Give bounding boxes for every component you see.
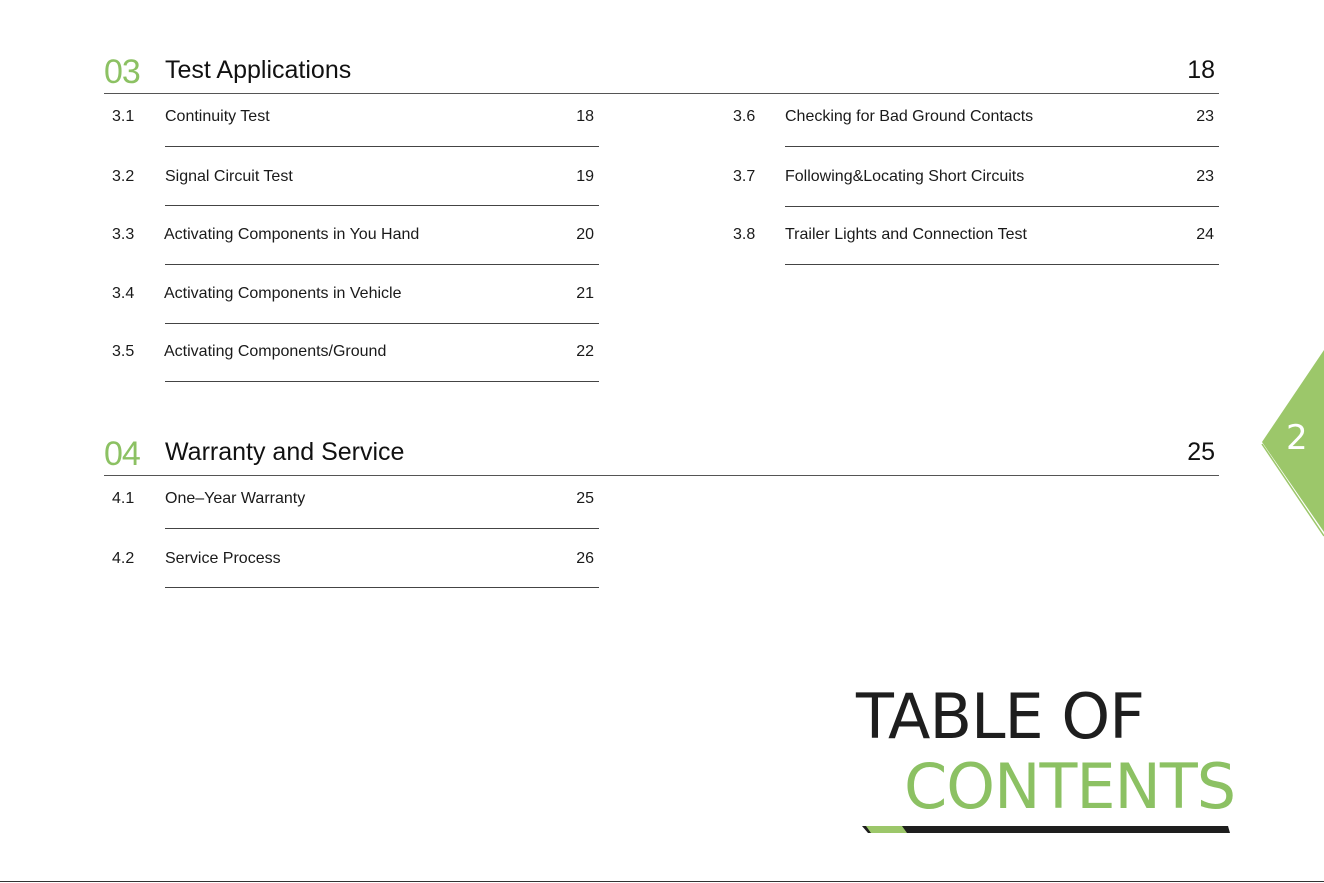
heading-line-1: TABLE OF bbox=[856, 680, 1144, 753]
section-number: 03 bbox=[104, 53, 140, 91]
entry-divider bbox=[165, 381, 599, 382]
toc-entry-3-5[interactable] bbox=[112, 343, 597, 373]
entry-page: 21 bbox=[576, 285, 594, 302]
toc-entry-3-7[interactable] bbox=[733, 168, 1218, 198]
entry-title: Following&Locating Short Circuits bbox=[785, 168, 1025, 185]
toc-entry-3-4[interactable] bbox=[112, 285, 597, 315]
entry-page: 20 bbox=[576, 226, 594, 243]
entry-title: Signal Circuit Test bbox=[165, 168, 293, 185]
entry-number: 3.6 bbox=[733, 108, 756, 125]
entry-divider bbox=[785, 146, 1219, 147]
entry-number: 3.5 bbox=[112, 343, 135, 360]
entry-page: 18 bbox=[576, 108, 594, 125]
entry-title: Activating Components/Ground bbox=[164, 343, 387, 360]
entry-page: 26 bbox=[576, 550, 594, 567]
section-page[interactable]: 25 bbox=[1187, 438, 1215, 466]
entry-divider bbox=[165, 264, 599, 265]
entry-title: Service Process bbox=[165, 550, 281, 567]
page-tab bbox=[1258, 350, 1324, 540]
entry-page: 24 bbox=[1196, 226, 1214, 243]
toc-entry-3-6[interactable] bbox=[733, 108, 1218, 138]
toc-entry-3-2[interactable] bbox=[112, 168, 597, 198]
section-page[interactable]: 18 bbox=[1187, 56, 1215, 84]
entry-number: 3.4 bbox=[112, 285, 135, 302]
heading-underline bbox=[862, 825, 1232, 837]
entry-page: 25 bbox=[576, 490, 594, 507]
page-bottom-border bbox=[0, 881, 1324, 882]
entry-divider bbox=[165, 205, 599, 206]
entry-page: 19 bbox=[576, 168, 594, 185]
entry-number: 3.3 bbox=[112, 226, 135, 243]
entry-divider bbox=[785, 264, 1219, 265]
heading-line-2: CONTENTS bbox=[904, 750, 1236, 823]
entry-title: Activating Components in Vehicle bbox=[164, 285, 402, 302]
entry-divider bbox=[165, 587, 599, 588]
entry-title: Activating Components in You Hand bbox=[164, 226, 420, 243]
entry-number: 3.1 bbox=[112, 108, 135, 125]
entry-number: 3.2 bbox=[112, 168, 135, 185]
entry-divider bbox=[165, 528, 599, 529]
toc-entry-3-3[interactable] bbox=[112, 226, 597, 256]
section-title[interactable]: Warranty and Service bbox=[165, 438, 405, 466]
entry-divider bbox=[785, 206, 1219, 207]
entry-title: Checking for Bad Ground Contacts bbox=[785, 108, 1034, 125]
entry-number: 4.1 bbox=[112, 490, 135, 507]
toc-entry-3-8[interactable] bbox=[733, 226, 1218, 256]
section-divider bbox=[104, 475, 1219, 476]
section-number: 04 bbox=[104, 435, 140, 473]
entry-number: 3.8 bbox=[733, 226, 756, 243]
toc-entry-4-1[interactable] bbox=[112, 490, 597, 520]
page-number: 2 bbox=[1286, 418, 1308, 458]
section-title[interactable]: Test Applications bbox=[165, 56, 352, 84]
entry-page: 23 bbox=[1196, 108, 1214, 125]
entry-page: 22 bbox=[576, 343, 594, 360]
entry-divider bbox=[165, 146, 599, 147]
entry-title: One–Year Warranty bbox=[165, 490, 306, 507]
section-divider bbox=[104, 93, 1219, 94]
entry-title: Continuity Test bbox=[165, 108, 270, 125]
entry-number: 3.7 bbox=[733, 168, 756, 185]
entry-title: Trailer Lights and Connection Test bbox=[785, 226, 1027, 243]
toc-entry-3-1[interactable] bbox=[112, 108, 597, 138]
toc-entry-4-2[interactable] bbox=[112, 550, 597, 580]
entry-number: 4.2 bbox=[112, 550, 135, 567]
entry-divider bbox=[165, 323, 599, 324]
entry-page: 23 bbox=[1196, 168, 1214, 185]
